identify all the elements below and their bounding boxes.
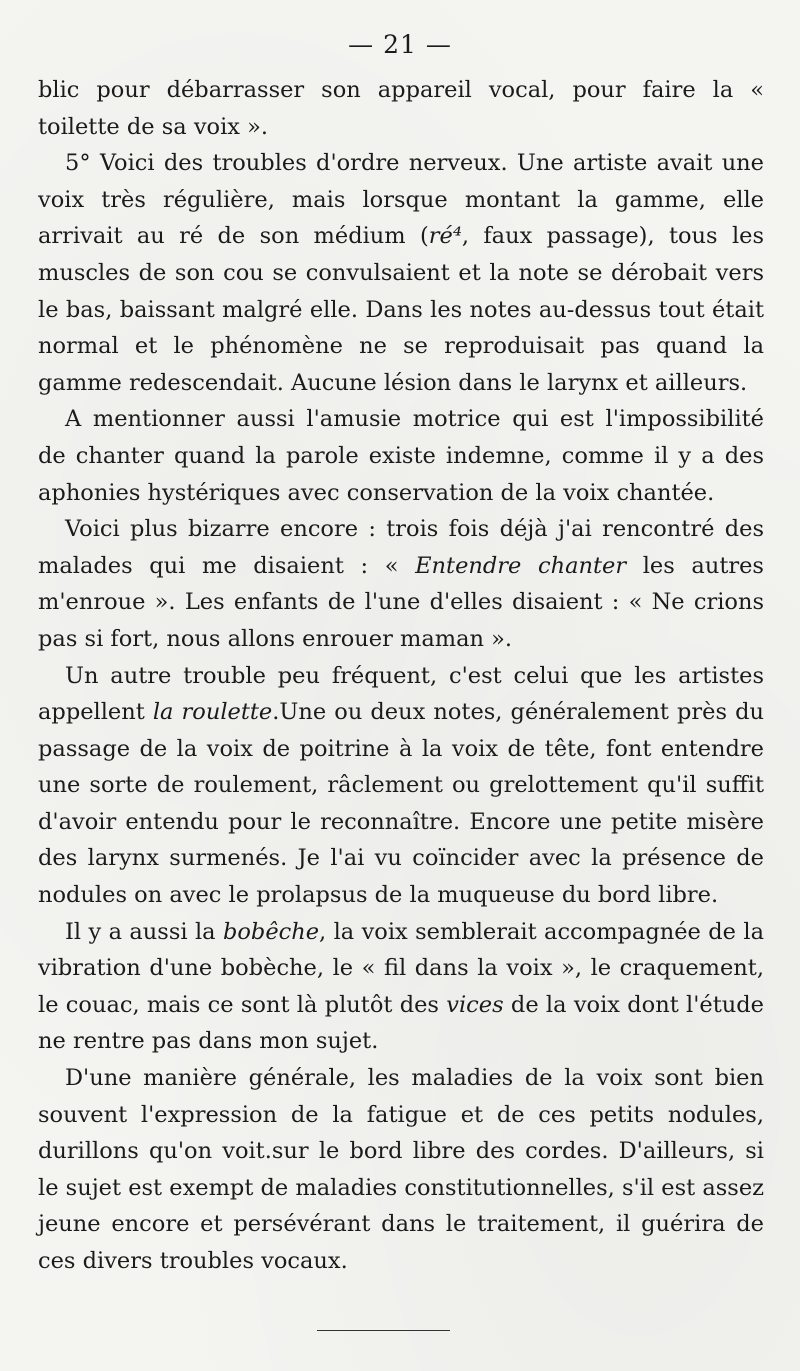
text-run: , la voix semblerait accompagnée de la vibration d'une bobèche, le « fil dans la voix », le craquement, le couac, mais ce sont là plutôt des — [38, 918, 764, 1018]
paragraph — [38, 1060, 764, 1280]
text-run: les autres m'enroue ». Les enfants de l'une d'elles disaient : « Ne crions pas si fort, nous allons enrouer maman ». — [38, 552, 764, 652]
end-rule — [317, 1330, 450, 1331]
body-text — [38, 72, 764, 1280]
paragraph — [38, 401, 764, 511]
italic-text: ré⁴ — [428, 223, 462, 250]
paragraph — [38, 658, 764, 914]
paragraph — [38, 72, 764, 145]
text-run: 5° Voici des troubles d'ordre nerveux. Une artiste avait une voix très régulière, mais lorsque montant la gamme, elle arrivait au ré de son médium ( — [38, 150, 764, 250]
text-run: Un autre trouble peu fréquent, c'est celui que les artistes appellent — [38, 662, 764, 726]
page-number: — 21 — — [348, 30, 452, 59]
text-run: Il y a aussi la — [65, 918, 223, 945]
paragraph — [38, 511, 764, 657]
text-run: D'une manière générale, les maladies de la voix sont bien souvent l'expression de la fatigue et de ces petits nodules, durillons qu'on voit.sur le bord libre des cordes. D'ailleurs, si le sujet est exempt de maladies constitutionnelles, s'il est assez jeune encore et persévérant dans le traitement, il guérira de ces divers troubles vocaux. — [38, 1065, 764, 1274]
italic-text: Entendre chanter — [415, 552, 627, 579]
text-run: , faux passage), tous les muscles de son cou se convulsaient et la note se dérobait vers le bas, baissant malgré elle. Dans les notes au-dessus tout était normal et le phénomène ne se reproduisait pas quand la gamme redescendait. Aucune lésion dans le larynx et ailleurs. — [38, 223, 764, 396]
text-run: blic pour débarrasser son appareil vocal, pour faire la « toilette de sa voix ». — [38, 77, 764, 140]
italic-text: vices — [446, 991, 504, 1018]
paragraph — [38, 914, 764, 1060]
text-run: Voici plus bizarre encore : trois fois déjà j'ai rencontré des malades qui me disaient : « — [38, 516, 764, 579]
paragraph — [38, 145, 764, 401]
text-run: de la voix dont l'étude ne rentre pas dans mon sujet. — [38, 991, 764, 1055]
text-run: .Une ou deux notes, généralement près du passage de la voix de poitrine à la voix de tête, font entendre une sorte de roulement, râclement ou grelottement qu'il suffit d'avoir entendu pour le reconnaître. Encore une petite misère des larynx surmenés. Je l'ai vu coïncider avec la présence de nodules on avec le prolapsus de la muqueuse du bord libre. — [38, 699, 764, 909]
italic-text: la roulette — [152, 699, 273, 726]
italic-text: bobêche — [222, 918, 320, 945]
text-run: A mentionner aussi l'amusie motrice qui est l'impossibilité de chanter quand la parole existe indemne, comme il y a des aphonies hystériques avec conservation de la voix chantée. — [38, 406, 764, 506]
